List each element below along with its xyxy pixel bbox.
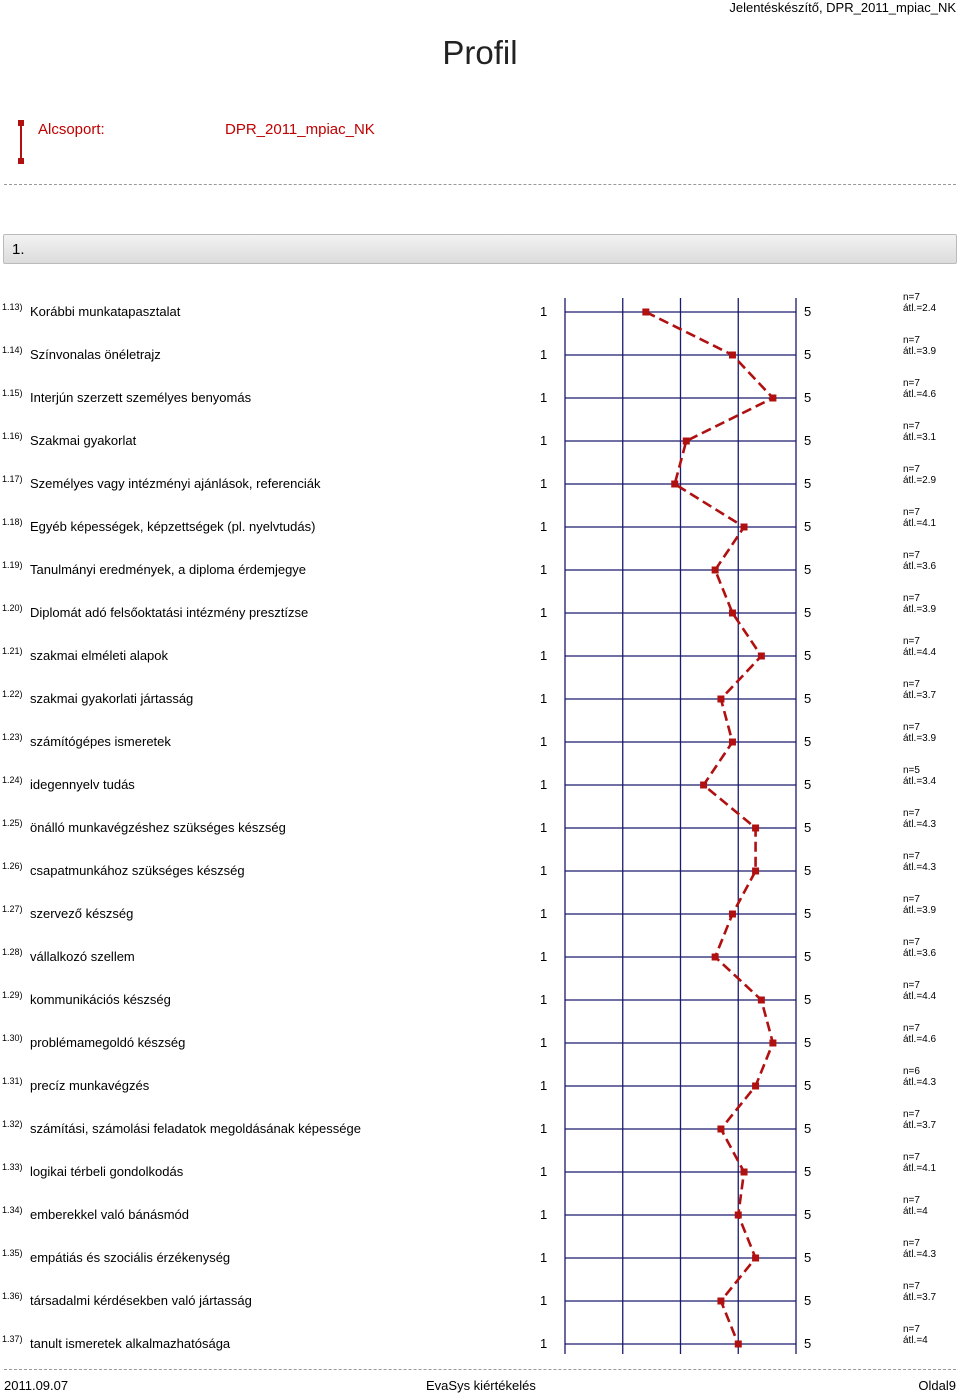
question-text: emberekkel való bánásmód: [30, 1207, 189, 1222]
scale-min-label: 1: [540, 476, 548, 491]
scale-min-label: 1: [540, 820, 548, 835]
mean-marker: [758, 997, 765, 1004]
mean-marker: [758, 653, 765, 660]
scale-min-label: 1: [540, 1035, 548, 1050]
scale-min-label: 1: [540, 347, 548, 362]
count-value: n=7: [903, 550, 920, 561]
question-number: 1.30): [2, 1033, 23, 1043]
question-number: 1.17): [2, 474, 23, 484]
subgroup-value: DPR_2011_mpiac_NK: [225, 121, 375, 138]
scale-min-label: 1: [540, 1293, 548, 1308]
scale-max-label: 5: [804, 648, 812, 663]
count-value: n=7: [903, 421, 920, 432]
count-value: n=6: [903, 1066, 920, 1077]
count-value: n=7: [903, 808, 920, 819]
scale-min-label: 1: [540, 1207, 548, 1222]
mean-marker: [752, 1255, 759, 1262]
scale-min-label: 1: [540, 1121, 548, 1136]
mean-marker: [729, 911, 736, 918]
mean-marker: [729, 352, 736, 359]
mean-marker: [735, 1341, 742, 1348]
scale-min-label: 1: [540, 648, 548, 663]
count-value: n=7: [903, 1109, 920, 1120]
average-value: átl.=4.3: [903, 1249, 937, 1260]
mean-marker: [729, 739, 736, 746]
scale-max-label: 5: [804, 863, 812, 878]
scale-min-label: 1: [540, 734, 548, 749]
count-value: n=7: [903, 464, 920, 475]
scale-min-label: 1: [540, 949, 548, 964]
average-value: átl.=3.7: [903, 1292, 937, 1303]
question-text: szakmai gyakorlati jártasság: [30, 691, 194, 706]
question-text: önálló munkavégzéshez szükséges készség: [30, 820, 286, 835]
average-value: átl.=2.4: [903, 303, 937, 314]
mean-marker: [700, 782, 707, 789]
scale-min-label: 1: [540, 390, 548, 405]
question-text: számítási, számolási feladatok megoldásának képessége: [30, 1121, 361, 1136]
count-value: n=7: [903, 1281, 920, 1292]
scale-min-label: 1: [540, 863, 548, 878]
average-value: átl.=3.7: [903, 690, 937, 701]
question-text: logikai térbeli gondolkodás: [30, 1164, 184, 1179]
scale-max-label: 5: [804, 605, 812, 620]
average-value: átl.=2.9: [903, 475, 937, 486]
question-text: precíz munkavégzés: [30, 1078, 150, 1093]
question-number: 1.33): [2, 1162, 23, 1172]
question-text: problémamegoldó készség: [30, 1035, 186, 1050]
average-value: átl.=3.1: [903, 432, 937, 443]
section-label: 1.: [12, 241, 25, 258]
count-value: n=7: [903, 636, 920, 647]
average-value: átl.=3.9: [903, 733, 937, 744]
question-text: idegennyelv tudás: [30, 777, 135, 792]
scale-min-label: 1: [540, 992, 548, 1007]
scale-min-label: 1: [540, 562, 548, 577]
average-value: átl.=4.4: [903, 991, 937, 1002]
mean-marker: [717, 1298, 724, 1305]
question-text: kommunikációs készség: [30, 992, 171, 1007]
question-text: vállalkozó szellem: [30, 949, 135, 964]
scale-max-label: 5: [804, 476, 812, 491]
scale-max-label: 5: [804, 1207, 812, 1222]
question-number: 1.29): [2, 990, 23, 1000]
question-number: 1.16): [2, 431, 23, 441]
mean-marker: [752, 1083, 759, 1090]
scale-max-label: 5: [804, 949, 812, 964]
mean-marker: [683, 438, 690, 445]
count-value: n=7: [903, 378, 920, 389]
question-number: 1.22): [2, 689, 23, 699]
question-number: 1.37): [2, 1334, 23, 1344]
scale-max-label: 5: [804, 1336, 812, 1351]
scale-max-label: 5: [804, 691, 812, 706]
scale-min-label: 1: [540, 777, 548, 792]
count-value: n=7: [903, 1324, 920, 1335]
average-value: átl.=4.3: [903, 862, 937, 873]
scale-max-label: 5: [804, 519, 812, 534]
scale-max-label: 5: [804, 1164, 812, 1179]
count-value: n=7: [903, 1152, 920, 1163]
average-value: átl.=4.1: [903, 1163, 937, 1174]
count-value: n=7: [903, 894, 920, 905]
average-value: átl.=4: [903, 1335, 928, 1346]
question-text: Szakmai gyakorlat: [30, 433, 137, 448]
footer-page: Oldal9: [918, 1378, 956, 1393]
mean-marker: [741, 1169, 748, 1176]
scale-min-label: 1: [540, 906, 548, 921]
scale-max-label: 5: [804, 1293, 812, 1308]
question-text: Tanulmányi eredmények, a diploma érdemjegye: [30, 562, 307, 577]
mean-marker: [717, 696, 724, 703]
scale-max-label: 5: [804, 820, 812, 835]
count-value: n=7: [903, 335, 920, 346]
question-number: 1.14): [2, 345, 23, 355]
question-number: 1.20): [2, 603, 23, 613]
scale-max-label: 5: [804, 1078, 812, 1093]
question-number: 1.21): [2, 646, 23, 656]
mean-marker: [717, 1126, 724, 1133]
average-value: átl.=4.3: [903, 1077, 937, 1088]
average-value: átl.=3.6: [903, 561, 937, 572]
scale-max-label: 5: [804, 1035, 812, 1050]
count-value: n=7: [903, 679, 920, 690]
mean-marker: [712, 954, 719, 961]
average-value: átl.=4.6: [903, 1034, 937, 1045]
scale-min-label: 1: [540, 691, 548, 706]
average-value: átl.=3.9: [903, 604, 937, 615]
count-value: n=7: [903, 851, 920, 862]
scale-min-label: 1: [540, 605, 548, 620]
scale-min-label: 1: [540, 519, 548, 534]
question-number: 1.24): [2, 775, 23, 785]
scale-max-label: 5: [804, 777, 812, 792]
question-text: Színvonalas önéletrajz: [30, 347, 161, 362]
mean-marker: [729, 610, 736, 617]
question-number: 1.19): [2, 560, 23, 570]
footer-center: EvaSys kiértékelés: [426, 1378, 536, 1393]
question-number: 1.23): [2, 732, 23, 742]
scale-max-label: 5: [804, 1121, 812, 1136]
scale-min-label: 1: [540, 433, 548, 448]
scale-max-label: 5: [804, 347, 812, 362]
question-number: 1.35): [2, 1248, 23, 1258]
average-value: átl.=4.6: [903, 389, 937, 400]
mean-marker: [671, 481, 678, 488]
question-text: Interjún szerzett személyes benyomás: [30, 390, 252, 405]
question-number: 1.15): [2, 388, 23, 398]
mean-marker: [769, 395, 776, 402]
scale-max-label: 5: [804, 433, 812, 448]
scale-max-label: 5: [804, 906, 812, 921]
question-number: 1.18): [2, 517, 23, 527]
question-text: Diplomát adó felsőoktatási intézmény presztízse: [30, 605, 309, 620]
average-value: átl.=4.4: [903, 647, 937, 658]
question-number: 1.32): [2, 1119, 23, 1129]
scale-min-label: 1: [540, 1078, 548, 1093]
average-value: átl.=4: [903, 1206, 928, 1217]
question-text: empátiás és szociális érzékenység: [30, 1250, 231, 1265]
footer-divider: [4, 1369, 956, 1370]
question-number: 1.25): [2, 818, 23, 828]
scale-max-label: 5: [804, 992, 812, 1007]
average-value: átl.=4.3: [903, 819, 937, 830]
count-value: n=7: [903, 980, 920, 991]
mean-marker: [752, 868, 759, 875]
count-value: n=7: [903, 593, 920, 604]
count-value: n=7: [903, 1195, 920, 1206]
mean-marker: [735, 1212, 742, 1219]
average-value: átl.=3.6: [903, 948, 937, 959]
subgroup-label: Alcsoport:: [38, 121, 105, 138]
count-value: n=5: [903, 765, 920, 776]
average-value: átl.=3.9: [903, 905, 937, 916]
question-text: Egyéb képességek, képzettségek (pl. nyelvtudás): [30, 519, 316, 534]
question-number: 1.26): [2, 861, 23, 871]
scale-min-label: 1: [540, 1336, 548, 1351]
question-number: 1.36): [2, 1291, 23, 1301]
scale-max-label: 5: [804, 390, 812, 405]
count-value: n=7: [903, 1238, 920, 1249]
question-number: 1.31): [2, 1076, 23, 1086]
question-text: számítógépes ismeretek: [30, 734, 171, 749]
scale-max-label: 5: [804, 304, 812, 319]
question-number: 1.28): [2, 947, 23, 957]
count-value: n=7: [903, 937, 920, 948]
scale-max-label: 5: [804, 562, 812, 577]
question-text: Korábbi munkatapasztalat: [30, 304, 181, 319]
report-header: Jelentéskészítő, DPR_2011_mpiac_NK: [729, 0, 956, 15]
count-value: n=7: [903, 1023, 920, 1034]
question-text: Személyes vagy intézményi ajánlások, referenciák: [30, 476, 321, 491]
question-text: társadalmi kérdésekben való jártasság: [30, 1293, 252, 1308]
question-number: 1.27): [2, 904, 23, 914]
scale-min-label: 1: [540, 1164, 548, 1179]
mean-marker: [741, 524, 748, 531]
scale-min-label: 1: [540, 304, 548, 319]
scale-max-label: 5: [804, 734, 812, 749]
question-text: csapatmunkához szükséges készség: [30, 863, 245, 878]
mean-marker: [712, 567, 719, 574]
mean-marker: [769, 1040, 776, 1047]
count-value: n=7: [903, 292, 920, 303]
question-text: szakmai elméleti alapok: [30, 648, 169, 663]
mean-marker: [642, 309, 649, 316]
question-text: tanult ismeretek alkalmazhatósága: [30, 1336, 231, 1351]
average-value: átl.=4.1: [903, 518, 937, 529]
average-value: átl.=3.9: [903, 346, 937, 357]
page-title: Profil: [442, 34, 518, 71]
question-number: 1.34): [2, 1205, 23, 1215]
average-value: átl.=3.4: [903, 776, 937, 787]
question-number: 1.13): [2, 302, 23, 312]
mean-marker: [752, 825, 759, 832]
count-value: n=7: [903, 722, 920, 733]
footer-date: 2011.09.07: [4, 1378, 69, 1393]
question-text: szervező készség: [30, 906, 134, 921]
average-value: átl.=3.7: [903, 1120, 937, 1131]
scale-max-label: 5: [804, 1250, 812, 1265]
count-value: n=7: [903, 507, 920, 518]
scale-min-label: 1: [540, 1250, 548, 1265]
